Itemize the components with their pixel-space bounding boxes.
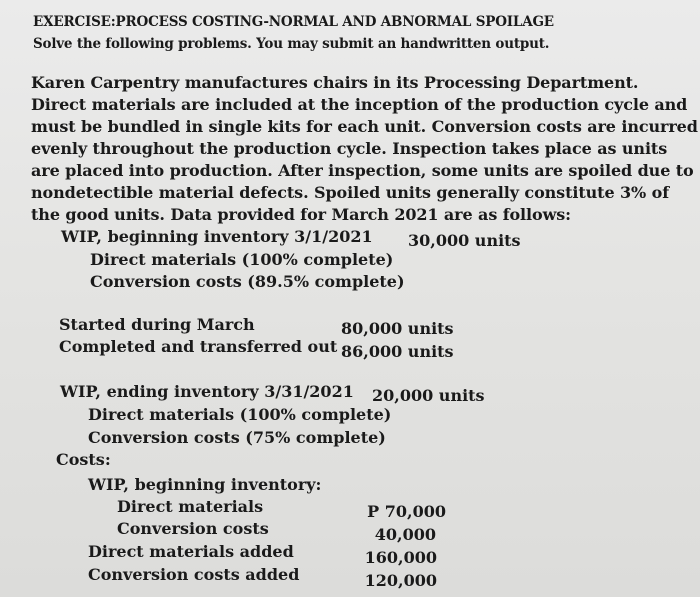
wip-begin-label: WIP, beginning inventory 3/1/2021 — [61, 227, 373, 246]
costs-cc-added-value: 120,000 — [364, 571, 437, 590]
wip-end-cc: Conversion costs (75% complete) — [88, 428, 386, 447]
costs-dm-label: Direct materials — [117, 497, 264, 516]
wip-begin-units: 30,000 units — [408, 231, 521, 250]
started-units: 80,000 units — [341, 319, 454, 338]
wip-end-dm: Direct materials (100% complete) — [88, 405, 392, 424]
costs-cc-added-label: Conversion costs added — [88, 565, 300, 584]
completed-units: 86,000 units — [341, 342, 454, 361]
paragraph-line: Karen Carpentry manufactures chairs in its Processing Department. — [31, 73, 639, 92]
paragraph-line: evenly throughout the production cycle. Inspection takes place as units — [31, 139, 668, 158]
exercise-title: EXERCISE:PROCESS COSTING-NORMAL AND ABNORMAL SPOILAGE — [33, 14, 554, 30]
completed-label: Completed and transferred out — [59, 337, 338, 356]
paragraph-line: are placed into production. After inspection, some units are spoiled due to — [31, 161, 694, 180]
costs-dm-added-value: 160,000 — [364, 548, 437, 567]
costs-wip-begin-label: WIP, beginning inventory: — [88, 475, 322, 494]
wip-begin-dm: Direct materials (100% complete) — [90, 250, 394, 269]
costs-cc-label: Conversion costs — [117, 519, 269, 538]
started-label: Started during March — [59, 315, 255, 334]
paragraph-line: nondetectible material defects. Spoiled units generally constitute 3% of — [31, 183, 669, 202]
paragraph-line: the good units. Data provided for March 2021 are as follows: — [31, 205, 571, 224]
wip-end-units: 20,000 units — [372, 386, 485, 405]
exercise-instructions: Solve the following problems. You may submit an handwritten output. — [33, 36, 550, 52]
wip-begin-cc: Conversion costs (89.5% complete) — [90, 272, 405, 291]
wip-end-label: WIP, ending inventory 3/31/2021 — [60, 382, 354, 401]
costs-dm-added-label: Direct materials added — [88, 542, 294, 561]
costs-dm-value: P 70,000 — [367, 502, 446, 521]
costs-label: Costs: — [56, 450, 111, 469]
paragraph-line: must be bundled in single kits for each unit. Conversion costs are incurred — [31, 117, 698, 136]
paragraph-line: Direct materials are included at the inception of the production cycle and — [31, 95, 688, 114]
costs-cc-value: 40,000 — [374, 525, 436, 544]
